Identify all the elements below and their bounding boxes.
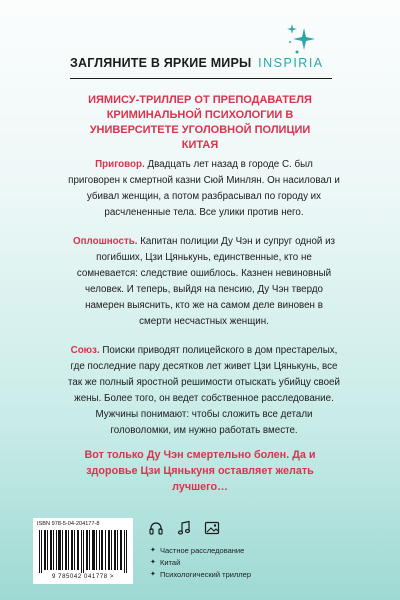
series-header-text: ЗАГЛЯНИТЕ В ЯРКИЕ МИРЫ [70,56,252,70]
barcode-bars [39,530,127,573]
image-icon [204,520,220,536]
closing-statement: Вот только Ду Чэн смертельно болен. Да и здоровье Цзи Цянькуня оставляет желать лучшего… [84,449,316,493]
paragraph-lead: Приговор. [95,159,145,170]
feature-label: Китай [160,558,181,567]
star-bullet-icon: ✦ [150,547,156,554]
list-item [150,569,330,581]
paragraph-text: Поиски приводят полицейского в дом престарелых, где последние пару десятков лет живет Цзи Цянькунь, все так же полный яростной решимости отыскать убийцу своей жены. Более того, он ведет собственное расследование. Мужчины понимают: чтобы сложить все детали головоломки, им нужно работать вместе. [68,345,340,436]
list-item [150,545,330,557]
paragraph-lead: Союз. [70,345,100,356]
feature-label: Частное расследование [160,546,245,555]
paragraph-verdict [68,157,340,221]
paragraph-text: Двадцать лет назад в городе С. был приговорен к смертной казни Сюй Минлян. Он насиловал и убивал женщин, а потом разбрасывал по городу их расчлененные тела. Все улики против него. [68,159,340,218]
brand-logo-text: INSPIRIA [258,56,324,70]
star-bullet-icon: ✦ [150,559,156,566]
paragraph-lead: Оплошность. [72,236,138,247]
paragraph-text: Капитан полиции Ду Чэн и супруг одной из погибших, Цзи Цянькунь, единственные, кто не сомневается: следствие ошиблось. Казнен невиновный человек. И теперь, выйдя на пенсию, Ду Чэн твердо намерен выяснить, кто же на самом деле виновен в смерти несчастных женщин. [76,236,336,327]
music-notes-icon [176,520,192,536]
header-divider [70,78,332,79]
headphones-icon [148,520,164,536]
feature-label: Психологический триллер [160,570,252,579]
paragraph-alliance [68,343,340,439]
isbn-text: ISBN 978-5-04-204177-8 [37,521,100,527]
format-icons [148,520,228,538]
barcode-panel [33,518,133,584]
list-item [150,557,330,569]
feature-list [150,545,330,581]
star-bullet-icon: ✦ [150,571,156,578]
barcode-number: 9 785042 041778 > [51,574,115,580]
series-header [70,56,370,70]
tagline: ИЯМИСУ-ТРИЛЛЕР ОТ ПРЕПОДАВАТЕЛЯ КРИМИНАЛЬНОЙ ПСИХОЛОГИИ В УНИВЕРСИТЕТЕ УГОЛОВНОЙ ПОЛИЦИИ КИТАЯ [88,94,312,151]
paragraph-mistake [68,234,340,330]
